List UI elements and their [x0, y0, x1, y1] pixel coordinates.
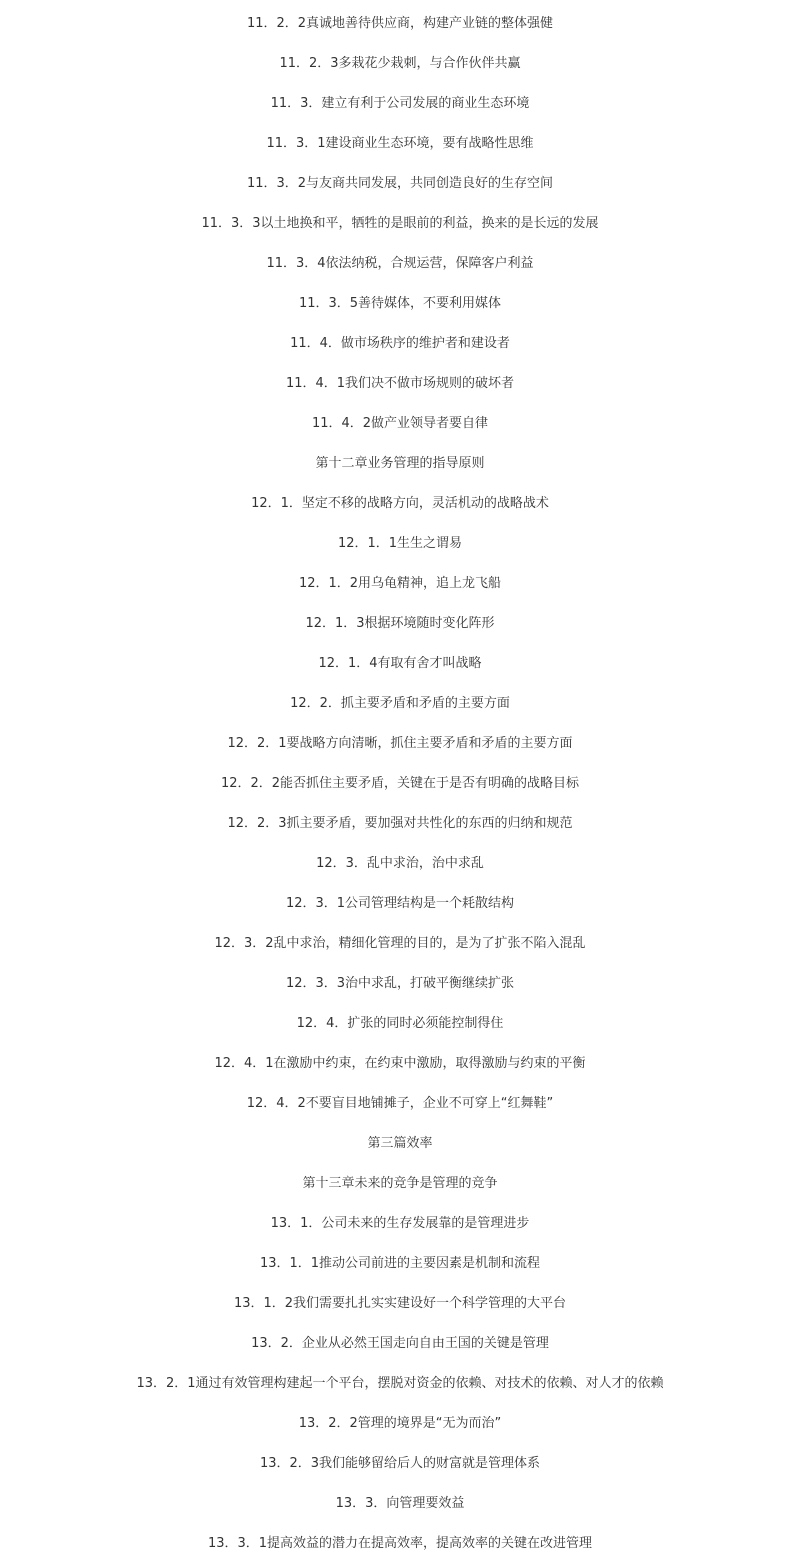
toc-item: 13．3．向管理要效益: [335, 1496, 465, 1511]
toc-item: 12．2．抓主要矛盾和矛盾的主要方面: [290, 696, 510, 711]
toc-item: 11．3．2与友商共同发展，共同创造良好的生存空间: [246, 176, 554, 191]
toc-item: 11．3．1建设商业生态环境，要有战略性思维: [266, 136, 534, 151]
toc-item: 12．4．1在激励中约束，在约束中激励，取得激励与约束的平衡: [214, 1056, 586, 1071]
toc-item: 13．2．1通过有效管理构建起一个平台，摆脱对资金的依赖、对技术的依赖、对人才的依赖: [136, 1376, 664, 1391]
toc-item: 11．4．2做产业领导者要自律: [311, 416, 489, 431]
toc-item: 11．2．3多栽花少栽刺，与合作伙伴共赢: [279, 56, 521, 71]
toc-item: 12．1．2用乌龟精神，追上龙飞船: [298, 576, 502, 591]
toc-item: 11．2．2真诚地善待供应商，构建产业链的整体强健: [246, 16, 554, 31]
toc-item: 12．1．坚定不移的战略方向，灵活机动的战略战术: [251, 496, 549, 511]
toc-item: 13．1．2我们需要扎扎实实建设好一个科学管理的大平台: [233, 1296, 567, 1311]
toc-item: 12．2．1要战略方向清晰，抓住主要矛盾和矛盾的主要方面: [227, 736, 573, 751]
toc-item: 12．1．1生生之谓易: [337, 536, 463, 551]
toc-item: 13．1．1推动公司前进的主要因素是机制和流程: [259, 1256, 541, 1271]
toc-item: 12．2．2能否抓住主要矛盾，关键在于是否有明确的战略目标: [220, 776, 580, 791]
toc-item: 11．3．4依法纳税，合规运营，保障客户利益: [266, 256, 534, 271]
toc-item: 12．3．乱中求治，治中求乱: [316, 856, 484, 871]
toc-item: 13．3．1提高效益的潜力在提高效率，提高效率的关键在改进管理: [207, 1536, 593, 1551]
toc-item: 11．3．建立有利于公司发展的商业生态环境: [270, 96, 530, 111]
part-heading: 第三篇效率: [367, 1136, 433, 1151]
toc-item: 12．4．2不要盲目地铺摊子，企业不可穿上“红舞鞋”: [246, 1096, 554, 1111]
toc-item: 11．3．5善待媒体，不要利用媒体: [298, 296, 502, 311]
toc-item: 12．3．1公司管理结构是一个耗散结构: [285, 896, 515, 911]
toc-item: 13．2．2管理的境界是“无为而治”: [298, 1416, 502, 1431]
chapter-heading: 第十三章未来的竞争是管理的竞争: [302, 1176, 498, 1191]
toc-item: 12．1．4有取有舍才叫战略: [318, 656, 482, 671]
toc-item: 12．1．3根据环境随时变化阵形: [305, 616, 495, 631]
chapter-heading: 第十二章业务管理的指导原则: [315, 456, 485, 471]
toc-item: 11．4．1我们决不做市场规则的破坏者: [285, 376, 515, 391]
table-of-contents: [0, 4, 800, 1564]
toc-item: 13．1．公司未来的生存发展靠的是管理进步: [270, 1216, 530, 1231]
toc-item: 11．4．做市场秩序的维护者和建设者: [290, 336, 510, 351]
toc-item: 12．2．3抓主要矛盾，要加强对共性化的东西的归纳和规范: [227, 816, 573, 831]
toc-item: 12．3．2乱中求治，精细化管理的目的，是为了扩张不陷入混乱: [214, 936, 586, 951]
toc-item: 11．3．3以土地换和平，牺牲的是眼前的利益，换来的是长远的发展: [201, 216, 599, 231]
toc-item: 12．3．3治中求乱，打破平衡继续扩张: [285, 976, 515, 991]
toc-item: 13．2．企业从必然王国走向自由王国的关键是管理: [251, 1336, 549, 1351]
toc-item: 12．4．扩张的同时必须能控制得住: [296, 1016, 504, 1031]
toc-item: 13．2．3我们能够留给后人的财富就是管理体系: [259, 1456, 541, 1471]
